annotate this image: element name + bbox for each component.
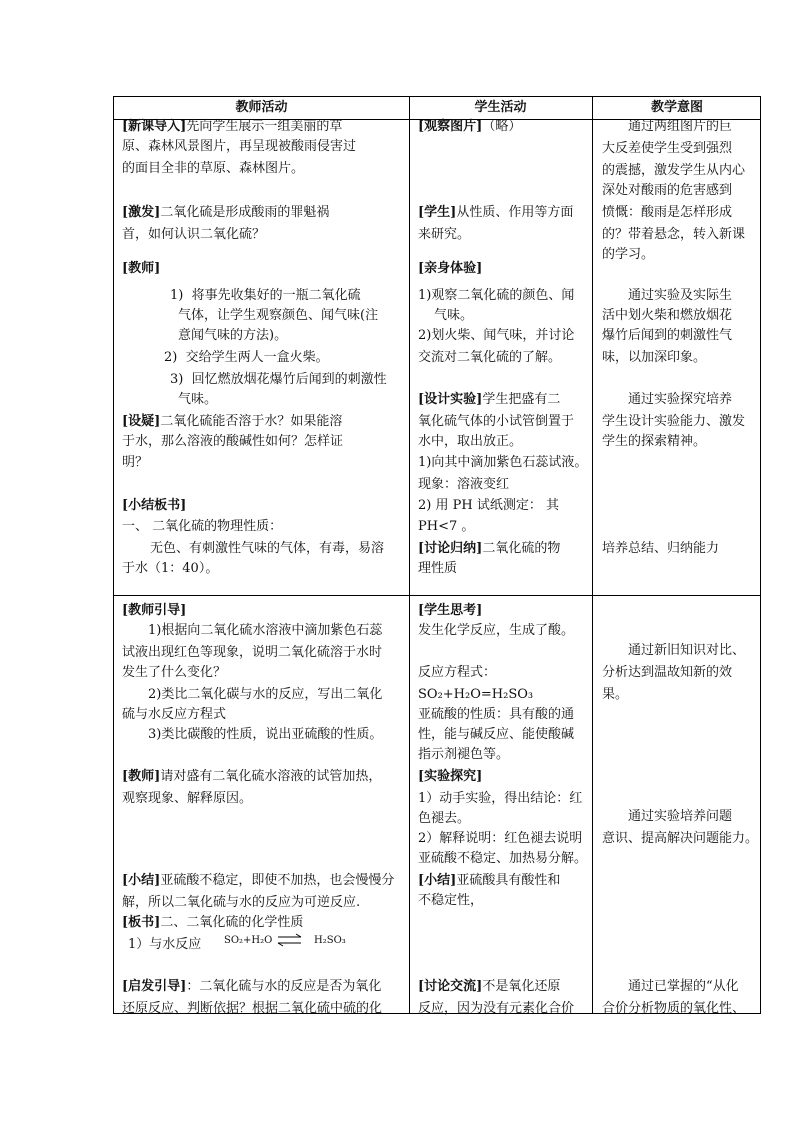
teacher-line — [122, 161, 304, 177]
intent-line — [602, 328, 732, 344]
intent-line — [628, 288, 732, 304]
teacher-line — [122, 561, 218, 577]
line-text: （略） — [482, 119, 522, 134]
line-text: 的震撼，激发学生从内心 — [602, 163, 746, 178]
teacher-line — [122, 707, 226, 723]
line-text: 于水，那么溶液的酸碱性如何？怎样证 — [122, 434, 344, 449]
line-text: 反应，因为没有元素化合价 — [418, 1001, 575, 1016]
student-line — [418, 1001, 574, 1017]
line-text: 通过已掌握的“从化 — [628, 979, 739, 994]
intent-line — [602, 205, 732, 221]
column-divider — [409, 97, 410, 1013]
line-text: 反应方程式： — [418, 665, 497, 680]
line-text: ：二氧化硫与水的反应是否为氧化 — [186, 979, 382, 994]
student-line — [418, 769, 482, 785]
teacher-line — [122, 261, 160, 277]
intent-line — [602, 141, 732, 157]
line-text: 从性质、作用等方面 — [456, 205, 574, 220]
line-text: 培养总结、归纳能力 — [602, 541, 720, 556]
teacher-line — [122, 665, 226, 681]
intent-line — [602, 687, 628, 703]
student-line — [418, 603, 482, 619]
line-text: 学生设计实验能力、激发 — [602, 414, 746, 429]
line-text: 味，以加深印象。 — [602, 350, 707, 365]
line-text: 学生的探索精神。 — [602, 434, 707, 449]
line-text: 二氧化硫是形成酸雨的罪魁祸 — [160, 205, 330, 220]
line-text: PH<7 。 — [418, 519, 475, 534]
line-text: 发生了什么变化？ — [122, 665, 227, 680]
student-line — [418, 414, 574, 430]
intent-line — [628, 119, 732, 135]
intent-line — [628, 809, 732, 825]
teacher-line — [122, 791, 252, 807]
section-label: [教师引导] — [122, 603, 187, 618]
line-text: 于水（1：40）。 — [122, 561, 219, 576]
teacher-line — [122, 227, 265, 243]
intent-line — [628, 979, 739, 995]
line-text: 1）与水反应 — [128, 937, 202, 952]
section-label: [激发] — [122, 205, 161, 220]
intent-line — [602, 414, 745, 430]
intent-line — [602, 308, 732, 324]
student-line — [418, 623, 574, 639]
section-label: [讨论归纳] — [418, 541, 483, 556]
line-text: 色褪去。 — [418, 811, 471, 826]
intent-line — [602, 831, 758, 847]
line-text: 分析达到温故知新的效 — [602, 665, 733, 680]
line-text: 亚硫酸不稳定、加热易分解。 — [418, 851, 588, 866]
student-line — [418, 979, 560, 995]
student-line — [418, 288, 574, 304]
line-text: 3)类比碳酸的性质，说出亚硫酸的性质。 — [148, 727, 383, 742]
line-text: 不是氧化还原 — [482, 979, 561, 994]
line-text: 氧化硫气体的小试管倒置于 — [418, 414, 575, 429]
student-line — [418, 873, 560, 889]
line-text: 果。 — [602, 687, 629, 702]
teacher-line — [122, 603, 186, 619]
student-line — [418, 455, 587, 471]
line-text: 气体，让学生观察颜色、闻气味(注 — [178, 308, 379, 323]
teacher-line — [122, 414, 342, 430]
intent-line — [628, 392, 732, 408]
teacher-line — [150, 541, 384, 557]
line-text: 2)划火柴、闻气味，并讨论 — [418, 328, 575, 343]
line-text: 理性质 — [418, 561, 458, 576]
student-line — [418, 791, 582, 807]
intent-line — [602, 541, 719, 557]
line-text: 气味。 — [434, 308, 474, 323]
line-text: 1)向其中滴加紫色石蕊试液。 — [418, 455, 588, 470]
line-text: 二、二氧化硫的化学性质 — [160, 915, 304, 930]
line-text: 请对盛有二氧化硫水溶液的试管加热， — [160, 769, 382, 784]
line-text: 无色、有刺激性气味的气体，有毒，易溶 — [150, 541, 385, 556]
student-line — [418, 227, 470, 243]
section-label: [教师] — [122, 261, 161, 276]
teacher-line — [122, 915, 303, 931]
line-text: 还原反应、判断依据？根据二氧化硫中硫的化 — [122, 1001, 383, 1016]
student-line — [418, 893, 483, 909]
student-line — [418, 811, 470, 827]
teacher-line — [122, 455, 148, 471]
line-text: 3) 回忆燃放烟花爆竹后闻到的刺激性 — [170, 372, 387, 387]
line-text: 1) 将事先收集好的一瓶二氧化硫 — [170, 288, 361, 303]
line-text: 的学习。 — [602, 247, 655, 262]
equation-left: SO₂+H₂O — [224, 935, 273, 946]
student-line — [418, 205, 573, 221]
line-text: 通过新旧知识对比、 — [628, 643, 746, 658]
header-teaching-intent: 教学意图 — [650, 100, 703, 115]
student-line — [418, 727, 574, 743]
teacher-line — [122, 205, 329, 221]
student-line — [418, 541, 560, 557]
line-text: 二氧化硫的物 — [482, 541, 561, 556]
teacher-line — [122, 139, 356, 155]
line-text: 意识、提高解决问题能力。 — [602, 831, 759, 846]
line-text: 观察现象、解释原因。 — [122, 791, 253, 806]
teacher-line — [170, 288, 361, 304]
line-text: 2) 交给学生两人一盒火柴。 — [164, 350, 329, 365]
teacher-line — [122, 769, 381, 785]
line-text: 大反差使学生受到强烈 — [602, 141, 733, 156]
section-label: [启发引导] — [122, 979, 187, 994]
teacher-line — [122, 1001, 382, 1017]
teacher-line — [122, 645, 382, 661]
teacher-line — [122, 119, 342, 135]
teacher-line — [128, 937, 201, 953]
line-text: 首，如何认识二氧化硫？ — [122, 227, 266, 242]
section-label: [新课导入] — [122, 119, 187, 134]
student-line — [418, 119, 521, 135]
teacher-line — [122, 979, 381, 995]
intent-line — [602, 350, 706, 366]
line-text: 气味。 — [178, 392, 218, 407]
section-label: [学生] — [418, 205, 457, 220]
teacher-line — [122, 434, 343, 450]
intent-line — [602, 434, 706, 450]
student-line — [418, 747, 509, 763]
section-label: [亲身体验] — [418, 261, 483, 276]
section-label: [设疑] — [122, 414, 161, 429]
line-text: 2）解释说明：红色褪去说明 — [418, 831, 583, 846]
line-text: SO₂+H₂O=H₂SO₃ — [418, 687, 534, 702]
student-line — [418, 561, 457, 577]
line-text: 不稳定性， — [418, 893, 484, 908]
reversible-arrow-icon — [277, 933, 303, 947]
student-line — [418, 477, 509, 493]
line-text: 通过两组图片的巨 — [628, 119, 733, 134]
line-text: 合价分析物质的氧化性、 — [602, 1001, 746, 1016]
header-teacher-activity: 教师活动 — [235, 100, 288, 115]
line-text: 性，能与碱反应、能使酸碱 — [418, 727, 575, 742]
line-text: 通过实验及实际生 — [628, 288, 733, 303]
line-text: 指示剂褪色等。 — [418, 747, 510, 762]
line-text: 现象：溶液变红 — [418, 477, 510, 492]
student-line — [418, 831, 582, 847]
line-text: 交流对二氧化硫的了解。 — [418, 350, 562, 365]
row-divider — [114, 595, 760, 596]
intent-line — [602, 163, 745, 179]
lesson-plan-table — [113, 96, 761, 1014]
intent-line — [602, 1001, 745, 1017]
section-label: [设计实验] — [418, 392, 483, 407]
teacher-line — [122, 498, 186, 514]
section-label: [小结] — [122, 873, 161, 888]
teacher-line — [164, 350, 329, 366]
student-line — [418, 851, 587, 867]
line-text: 硫与水反应方程式 — [122, 707, 227, 722]
section-label: [讨论交流] — [418, 979, 483, 994]
student-line — [418, 519, 474, 535]
line-text: 2) 用 PH 试纸测定： 其 — [418, 498, 559, 513]
section-label: [实验探究] — [418, 769, 483, 784]
section-label: [学生思考] — [418, 603, 483, 618]
student-line — [418, 687, 533, 703]
student-line — [434, 308, 473, 324]
line-text: 深处对酸雨的危害感到 — [602, 183, 733, 198]
teacher-line — [148, 623, 382, 639]
teacher-line — [170, 372, 387, 388]
intent-line — [602, 227, 745, 243]
line-text: 通过实验培养问题 — [628, 809, 733, 824]
student-line — [418, 328, 574, 344]
teacher-line — [178, 328, 287, 344]
line-text: 意闻气味的方法)。 — [178, 328, 288, 343]
intent-line — [602, 665, 732, 681]
intent-line — [602, 247, 654, 263]
line-text: 发生化学反应，生成了酸。 — [418, 623, 575, 638]
intent-line — [602, 183, 732, 199]
student-line — [418, 498, 559, 514]
line-text: 学生把盛有二 — [482, 392, 561, 407]
teacher-line — [122, 895, 360, 911]
line-text: 活中划火柴和燃放烟花 — [602, 308, 733, 323]
column-divider — [592, 97, 593, 1013]
line-text: 亚硫酸具有酸性和 — [456, 873, 561, 888]
line-text: 来研究。 — [418, 227, 471, 242]
section-label: [观察图片] — [418, 119, 483, 134]
line-text: 1）动手实验，得出结论：红 — [418, 791, 583, 806]
header-student-activity: 学生活动 — [474, 100, 527, 115]
line-text: 水中，取出放正。 — [418, 434, 523, 449]
section-label: [小结板书] — [122, 498, 187, 513]
teacher-line — [148, 687, 382, 703]
section-label: [小结] — [418, 873, 457, 888]
teacher-line — [178, 308, 378, 324]
teacher-line — [148, 727, 382, 743]
line-text: 试液出现红色等现象，说明二氧化硫溶于水时 — [122, 645, 383, 660]
intent-line — [628, 643, 745, 659]
line-text: 亚硫酸的性质：具有酸的通 — [418, 707, 575, 722]
student-line — [418, 665, 496, 681]
equation-right: H₂SO₃ — [314, 935, 346, 946]
student-line — [418, 261, 482, 277]
section-label: [板书] — [122, 915, 161, 930]
line-text: 二氧化硫能否溶于水？如果能溶 — [160, 414, 343, 429]
student-line — [418, 392, 560, 408]
section-label: [教师] — [122, 769, 161, 784]
line-text: 一、 二氧化硫的物理性质： — [122, 519, 283, 534]
line-text: 解，所以二氧化硫与水的反应为可逆反应. — [122, 895, 361, 910]
line-text: 1)根据向二氧化硫水溶液中滴加紫色石蕊 — [148, 623, 383, 638]
line-text: 亚硫酸不稳定，即使不加热，也会慢慢分 — [160, 873, 395, 888]
line-text: 通过实验探究培养 — [628, 392, 733, 407]
line-text: 1)观察二氧化硫的颜色、闻 — [418, 288, 575, 303]
line-text: 明？ — [122, 455, 149, 470]
student-line — [418, 707, 574, 723]
line-text: 原、森林风景图片，再呈现被酸雨侵害过 — [122, 139, 357, 154]
teacher-line — [122, 519, 282, 535]
line-text: 的？带着悬念，转入新课 — [602, 227, 746, 242]
student-line — [418, 350, 561, 366]
line-text: 2)类比二氧化碳与水的反应，写出二氧化 — [148, 687, 383, 702]
line-text: 先向学生展示一组美丽的草 — [186, 119, 343, 134]
line-text: 的面目全非的草原、森林图片。 — [122, 161, 305, 176]
teacher-line — [122, 873, 394, 889]
line-text: 愤慨：酸雨是怎样形成 — [602, 205, 733, 220]
teacher-line — [178, 392, 217, 408]
line-text: 爆竹后闻到的刺激性气 — [602, 328, 733, 343]
student-line — [418, 434, 522, 450]
